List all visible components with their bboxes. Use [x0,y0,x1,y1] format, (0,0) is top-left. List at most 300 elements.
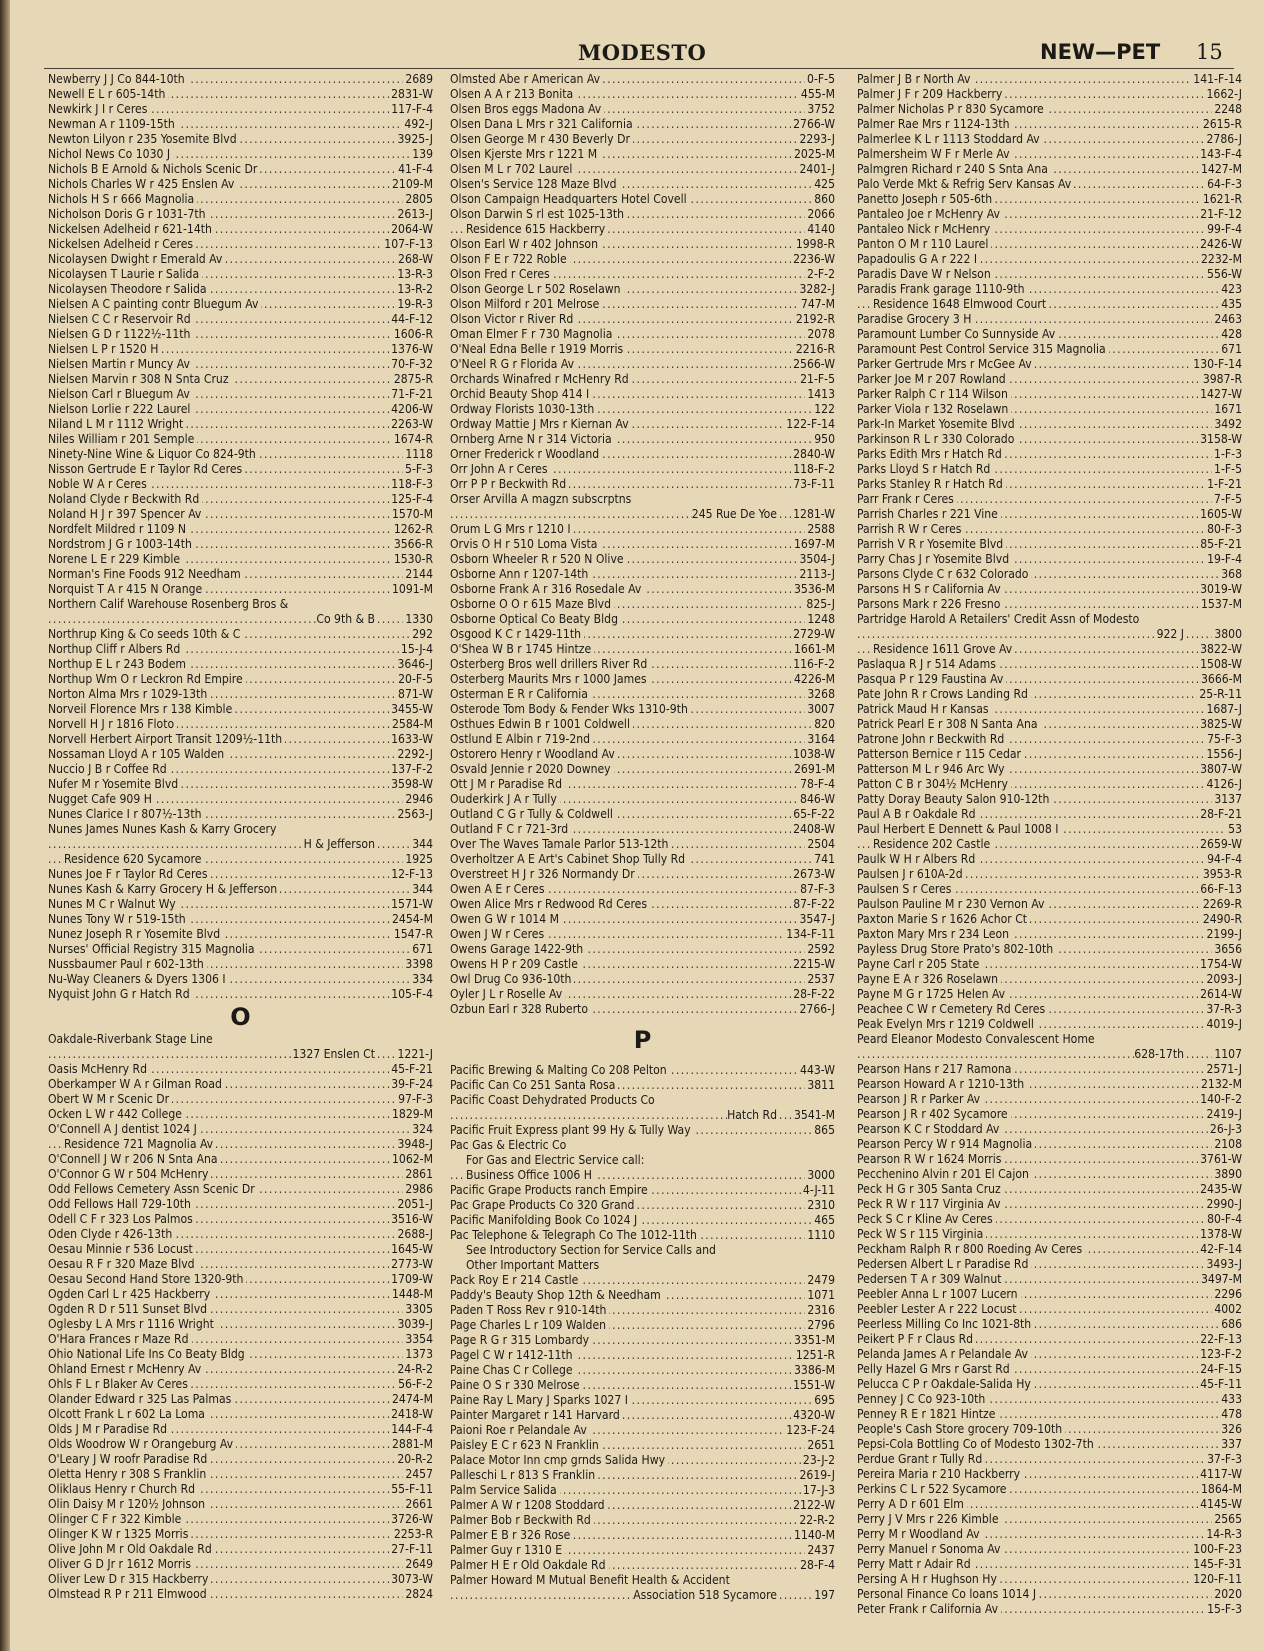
directory-entry [857,252,1242,267]
directory-entry [450,267,835,282]
entry-phone-number: 37-F-3 [1207,1452,1242,1466]
entry-name: . . . Nielsen L P r 1520 H [48,342,161,357]
directory-entry [857,402,1242,417]
entry-name: . . . Page R G r 315 Lombardy [450,1333,592,1348]
entry-phone-number: 3305 [405,1302,433,1316]
directory-entry [857,762,1242,777]
entry-phone-number: 871-W [398,687,433,701]
entry-phone-number: 2786-J [1206,132,1242,146]
entry-phone-number: 2216-R [795,342,835,356]
entry-phone-number: 4140 [807,222,835,236]
directory-entry [857,822,1242,837]
directory-entry [48,252,433,267]
entry-name: . . . Paine Chas C r College [450,1363,576,1378]
directory-entry [857,447,1242,462]
entry-phone-number: 105-F-4 [391,987,433,1001]
directory-entry [48,177,433,192]
entry-name: . . . Pacific Can Co 251 Santa Rosa [450,1078,618,1093]
entry-phone-number: 1621-R [1202,192,1242,206]
entry-name: . . . Parrish Charles r 221 Vine [857,507,1001,522]
entry-name: . . . Palm Service Salida [450,1483,560,1498]
entry-name: . . . Osborne Frank A r 316 Rosedale Av [450,582,644,597]
entry-name: . . . Olds Woodrow W r Orangeburg Av [48,1437,236,1452]
entry-phone-number: 3158-W [1200,432,1242,446]
directory-entry [450,1168,835,1183]
entry-phone-number: 860 [814,192,835,206]
entry-phone-number: 66-F-13 [1200,882,1242,896]
directory-entry [48,117,433,132]
entry-phone-number: 2565 [1214,1512,1242,1526]
entry-name: For Gas and Electric Service call: [466,1153,647,1168]
entry-name: . . . Osterman E R r California [450,687,591,702]
entry-phone-number: 3019-W [1200,582,1242,596]
entry-name: . . . Olson Fred r Ceres [450,267,553,282]
entry-name: . . . Nicolaysen Dwight r Emerald Av [48,252,225,267]
entry-name: Pacific Coast Dehydrated Products Co [450,1093,658,1108]
entry-phone-number: 1038-W [793,747,835,761]
entry-phone-number: 3354 [405,1332,433,1346]
directory-entry [48,732,433,747]
directory-entry [450,1303,835,1318]
directory-entry [48,1197,433,1212]
directory-entry [450,327,835,342]
entry-phone-number: 2875-R [393,372,433,386]
directory-entry [857,432,1242,447]
entry-phone-number: 1671 [1214,402,1242,416]
entry-phone-number: 3536-M [794,582,835,596]
directory-entry [450,747,835,762]
entry-name: . . . Ordway Florists 1030-13th [450,402,597,417]
entry-name: . . . Pedersen T A r 309 Walnut [857,1272,1005,1287]
entry-phone-number: 3164 [807,732,835,746]
directory-entry [857,222,1242,237]
directory-entry [48,387,433,402]
entry-phone-number: 13-R-3 [397,267,433,281]
directory-entry [48,1287,433,1302]
entry-phone-number: 2025-M [794,147,835,161]
entry-name: . . . Newkirk J I r Ceres [48,102,150,117]
entry-name: . . . Pearson J R r 402 Sycamore [857,1107,1011,1122]
directory-entry [48,432,433,447]
entry-phone-number: 139 [412,147,433,161]
directory-entry [450,417,835,432]
entry-phone-number: 20-R-2 [397,1452,433,1466]
entry-name: . . . Residence 620 Sycamore [64,852,204,867]
entry-phone-number: 145-F-31 [1193,1557,1242,1571]
entry-name: . . . Oyler J L r Roselle Av [450,987,565,1002]
entry-phone-number: 2215-W [793,957,835,971]
entry-name: . . . Perry Manuel r Sonoma Av [857,1542,1003,1557]
entry-phone-number: 3073-W [391,1572,433,1586]
directory-entry [450,1093,835,1108]
entry-phone-number: 2113-J [799,567,835,581]
entry-name: . . . Peck H G r 305 Santa Cruz [857,1182,1004,1197]
entry-phone-number: 73-F-11 [793,477,835,491]
entry-phone-number: 94-F-4 [1207,852,1242,866]
entry-phone-number: 2051-J [397,1197,433,1211]
entry-phone-number: 1373 [405,1347,433,1361]
directory-entry [450,447,835,462]
entry-name: . . . Peikert P F r Claus Rd [857,1332,976,1347]
entry-phone-number: 13-R-2 [397,282,433,296]
entry-name: . . . Orner Frederick r Woodland [450,447,602,462]
entry-phone-number: 4126-J [1206,777,1242,791]
directory-entry [48,837,433,852]
directory-entry [450,987,835,1002]
entry-name: . . . Patton C B r 304½ McHenry [857,777,1011,792]
entry-name: . . . Norene L E r 229 Kimble [48,552,183,567]
entry-name: . . . Paradis Dave W r Nelson [857,267,994,282]
entry-phone-number: 2109-M [392,177,433,191]
directory-entry [48,402,433,417]
entry-name: . . . Pantaleo Joe r McHenry Av [857,207,1003,222]
entry-name: . . . Parrish R W r Ceres [857,522,964,537]
entry-name: . . . Penney J C Co 923-10th [857,1392,988,1407]
directory-entry [450,387,835,402]
entry-phone-number: 21-F-5 [800,372,835,386]
entry-phone-number: 3547-J [799,912,835,926]
directory-entry [48,1377,433,1392]
directory-entry [450,822,835,837]
entry-phone-number: 2248 [1214,102,1242,116]
directory-column-middle [450,72,835,1603]
entry-phone-number: 65-F-22 [793,807,835,821]
entry-phone-number: 492-J [404,117,433,131]
entry-phone-number: 1925 [405,852,433,866]
entry-phone-number: 87-F-22 [793,897,835,911]
directory-entry [450,942,835,957]
entry-name: . . . Olmstead R P r 211 Elmwood [48,1587,210,1602]
directory-entry [450,1423,835,1438]
directory-entry [450,1243,835,1258]
entry-name: . . . Parker Ralph C r 114 Wilson [857,387,1011,402]
entry-name: . . . Pearson Hans r 217 Ramona [857,1062,1014,1077]
entry-name: . . . Nielson Carl r Bluegum Av [48,387,193,402]
entry-name: . . . Nyquist John G r Hatch Rd [48,987,193,1002]
entry-name: . . . Norton Alma Mrs r 1029-13th [48,687,210,702]
directory-entry [48,642,433,657]
entry-name: . . . Paul Herbert E Dennett & Paul 1008 I [857,822,1061,837]
entry-name: . . . Pasqua P r 129 Faustina Av [857,672,1006,687]
entry-phone-number: 19-R-3 [397,297,433,311]
entry-name: . . . Nossaman Lloyd A r 105 Walden [48,747,227,762]
entry-phone-number: 24-F-15 [1200,1362,1242,1376]
entry-name: . . . Outland F C r 721-3rd [450,822,571,837]
directory-entry [857,777,1242,792]
entry-phone-number: 2588 [807,522,835,536]
directory-entry [857,1272,1242,1287]
entry-name: . . . Olsen Kjerste Mrs r 1221 M [450,147,600,162]
directory-entry [857,237,1242,252]
entry-name: . . . O'Shea W B r 1745 Hintze [450,642,594,657]
entry-name: . . . Pate John R r Crows Landing Rd [857,687,1031,702]
directory-entry [450,162,835,177]
directory-entry [450,867,835,882]
directory-entry [450,1108,835,1123]
directory-entry [450,432,835,447]
directory-entry [857,417,1242,432]
entry-name: . . . Oliver G D Jr r 1612 Morris [48,1557,194,1572]
entry-phone-number: 1697-M [794,537,835,551]
entry-phone-number: 2093-J [1206,972,1242,986]
entry-name: Nunes James Nunes Kash & Karry Grocery [48,822,279,837]
directory-entry [48,852,433,867]
entry-phone-number: 686 [1221,1317,1242,1331]
entry-phone-number: 3455-W [391,702,433,716]
directory-entry [450,1318,835,1333]
entry-name: . . . Peebler Anna L r 1007 Lucern [857,1287,1021,1302]
entry-phone-number: 197 [814,1588,835,1602]
directory-entry [48,1047,433,1062]
entry-phone-number: 1709-W [391,1272,433,1286]
entry-name: . . . Palmersheim W F r Merle Av [857,147,1013,162]
directory-entry [450,1333,835,1348]
entry-name: . . . Patty Doray Beauty Salon 910-12th [857,792,1052,807]
directory-entry [857,327,1242,342]
entry-name: . . . Nufer M r Yosemite Blvd [48,777,181,792]
entry-phone-number: 75-F-3 [1207,732,1242,746]
directory-entry [48,492,433,507]
directory-entry [857,717,1242,732]
directory-entry [48,687,433,702]
entry-name: . . . Peachee C W r Cemetery Rd Ceres [857,1002,1048,1017]
entry-phone-number: 3807-W [1200,762,1242,776]
entry-phone-number: 1605-W [1200,507,1242,521]
entry-name: . . . Osterode Tom Body & Fender Wks 1310-9th [450,702,691,717]
directory-entry [857,1452,1242,1467]
directory-entry [857,597,1242,612]
directory-entry [857,1437,1242,1452]
directory-entry [857,1197,1242,1212]
entry-name: . . . Palmer Guy r 1310 E [450,1543,565,1558]
directory-entry [48,447,433,462]
entry-name: . . . Pecchenino Alvin r 201 El Cajon [857,1167,1032,1182]
entry-name: . . . Nunes Clarice I r 807½-13th [48,807,205,822]
entry-phone-number: 2946 [405,792,433,806]
entry-name: . . . Paradise Grocery 3 H [857,312,974,327]
entry-name: . . . Parsons Mark r 226 Fresno [857,597,1003,612]
entry-name: . . . Peak Evelyn Mrs r 1219 Coldwell [857,1017,1037,1032]
directory-entry [857,1572,1242,1587]
entry-phone-number: 2463 [1214,312,1242,326]
entry-phone-number: 140-F-2 [1200,1092,1242,1106]
entry-name: . . . Association 518 Sycamore [633,1588,777,1602]
entry-phone-number: 99-F-4 [1207,222,1242,236]
entry-name: . . . Nordfelt Mildred r 1109 N [48,522,189,537]
entry-name: . . . Nickelsen Adelheid r 621-14th [48,222,215,237]
entry-name: . . . Odd Fellows Hall 729-10th [48,1197,194,1212]
entry-name: . . . Parks Stanley R r Hatch Rd [857,477,1006,492]
directory-entry [48,1077,433,1092]
entry-phone-number: 87-F-3 [800,882,835,896]
entry-phone-number: 465 [814,1213,835,1227]
entry-name: . . . Paulson Pauline M r 230 Vernon Av [857,897,1047,912]
entry-name: . . . Osgood K C r 1429-11th [450,627,584,642]
directory-entry [450,702,835,717]
entry-name: . . . Residence 1648 Elmwood Court [873,297,1049,312]
entry-name: . . . Ohland Ernest r McHenry Av [48,1362,204,1377]
directory-entry [857,912,1242,927]
entry-name: . . . Pereira Maria r 210 Hackberry [857,1467,1023,1482]
directory-entry [857,1542,1242,1557]
entry-phone-number: 1427-M [1201,162,1242,176]
entry-phone-number: 2236-W [793,252,835,266]
entry-name: . . . Palmgren Richard r 240 S Snta Ana [857,162,1051,177]
directory-entry [857,867,1242,882]
entry-phone-number: 97-F-3 [398,1092,433,1106]
entry-phone-number: 4206-W [391,402,433,416]
section-spacer [450,1017,835,1025]
entry-name: . . . Osthues Edwin B r 1001 Coldwell [450,717,633,732]
entry-phone-number: 1448-M [392,1287,433,1301]
entry-name: . . . Pac Telephone & Telegraph Co The 1012-11th [450,1228,700,1243]
entry-name: . . . Oliklaus Henry r Church Rd [48,1482,198,1497]
entry-name: . . . Palmer J F r 209 Hackberry [857,87,1005,102]
entry-name: . . . Panetto Joseph r 505-6th [857,192,995,207]
directory-entry [857,1122,1242,1137]
directory-entry [857,1482,1242,1497]
directory-entry [450,1513,835,1528]
entry-name: . . . Olinger K W r 1325 Morris [48,1527,191,1542]
entry-phone-number: 2990-J [1206,1197,1242,1211]
entry-phone-number: 2614-W [1200,987,1242,1001]
entry-phone-number: 14-R-3 [1206,1527,1242,1541]
entry-name: . . . Payne M G r 1725 Helen Av [857,987,1008,1002]
entry-phone-number: 1378-W [1200,1227,1242,1241]
entry-name: . . . Nordstrom J G r 1003-14th [48,537,195,552]
entry-name: . . . Oletta Henry r 308 S Franklin [48,1467,209,1482]
entry-phone-number: 2401-J [799,162,835,176]
directory-entry [450,1348,835,1363]
directory-entry [450,1078,835,1093]
entry-phone-number: 120-F-11 [1193,1572,1242,1586]
directory-entry [450,717,835,732]
entry-name: . . . Osvald Jennie r 2020 Downey [450,762,614,777]
directory-entry [48,522,433,537]
directory-entry [857,1392,1242,1407]
entry-name: . . . Northup Wm O r Leckron Rd Empire [48,672,246,687]
directory-entry [450,927,835,942]
entry-name: . . . Olson Milford r 201 Melrose [450,297,602,312]
entry-name: . . . Olsen Bros eggs Madona Av [450,102,604,117]
directory-entry [450,1393,835,1408]
entry-phone-number: 820 [814,717,835,731]
entry-name: . . . Peebler Lester A r 222 Locust [857,1302,1020,1317]
entry-phone-number: 19-F-4 [1207,552,1242,566]
directory-entry [857,522,1242,537]
entry-name: . . . Panton O M r 110 Laurel [857,237,991,252]
directory-entry [857,1302,1242,1317]
directory-entry [48,1332,433,1347]
directory-entry [450,477,835,492]
entry-name: . . . Olmsted Abe r American Av [450,72,603,87]
directory-entry [48,957,433,972]
directory-entry [857,1047,1242,1062]
entry-phone-number: 70-F-32 [391,357,433,371]
entry-name: . . . Niles William r 201 Semple [48,432,197,447]
entry-name: . . . Pearson J R r Parker Av [857,1092,983,1107]
entry-phone-number: 42-F-14 [1200,1242,1242,1256]
directory-entry [857,1242,1242,1257]
entry-name: . . . Papadoulis G A r 222 I [857,252,980,267]
entry-phone-number: 326 [1221,1422,1242,1436]
entry-phone-number: 2296 [1214,1287,1242,1301]
entry-phone-number: 2192-R [795,312,835,326]
entry-name: . . . Ostlund E Albin r 719-2nd [450,732,593,747]
entry-name: . . . Over The Waves Tamale Parlor 513-12th [450,837,671,852]
directory-entry [48,657,433,672]
entry-name: . . . Osterberg Bros well drillers River Rd [450,657,650,672]
directory-entry [450,582,835,597]
directory-entry [857,117,1242,132]
directory-entry [857,1152,1242,1167]
entry-name: . . . Paddy's Beauty Shop 12th & Needham [450,1288,664,1303]
entry-name: . . . Parker Gertrude Mrs r McGee Av [857,357,1035,372]
entry-phone-number: 21-F-12 [1200,207,1242,221]
entry-name: . . . Pedersen Albert L r Paradise Rd [857,1257,1031,1272]
directory-entry [450,252,835,267]
entry-name: . . . Northup Cliff r Albers Rd [48,642,183,657]
directory-entry [857,387,1242,402]
entry-phone-number: 1-F-5 [1214,462,1242,476]
entry-name: . . . Paul A B r Oakdale Rd [857,807,979,822]
entry-phone-number: 22-R-2 [799,1513,835,1527]
entry-phone-number: 1376-W [391,342,433,356]
directory-entry [48,312,433,327]
directory-entry [48,1152,433,1167]
entry-phone-number: 3000 [807,1168,835,1182]
page-number: 15 [1196,40,1223,64]
entry-phone-number: 3541-M [794,1108,835,1122]
entry-name: . . . Oesau Second Hand Store 1320-9th [48,1272,246,1287]
entry-name: . . . Perdue Grant r Tully Rd [857,1452,985,1467]
entry-name: . . . Palmer H E r Old Oakdale Rd [450,1558,609,1573]
entry-name: . . . Peerless Milling Co Inc 1021-8th [857,1317,1034,1332]
entry-phone-number: 671 [412,942,433,956]
entry-phone-number: 3268 [807,687,835,701]
entry-name: . . . Pagel C W r 1412-11th [450,1348,576,1363]
directory-entry [48,207,433,222]
entry-name: . . . Newton Lilyon r 235 Yosemite Blvd [48,132,240,147]
directory-entry [857,1317,1242,1332]
directory-entry [450,372,835,387]
entry-phone-number: 2861 [405,1167,433,1181]
directory-entry [857,1527,1242,1542]
entry-name: See Introductory Section for Service Calls and [466,1243,719,1258]
entry-name: . . . Noland Clyde r Beckwith Rd [48,492,202,507]
directory-entry [48,1407,433,1422]
entry-name: . . . Pepsi-Cola Bottling Co of Modesto 1302-7th [857,1437,1097,1452]
directory-entry [48,1212,433,1227]
entry-name: . . . Orchards Winafred r McHenry Rd [450,372,632,387]
entry-phone-number: 950 [814,432,835,446]
entry-phone-number: 3656 [1214,942,1242,956]
directory-entry [450,537,835,552]
directory-entry [48,942,433,957]
entry-name: . . . Oesau R F r 320 Maze Blvd [48,1257,198,1272]
entry-phone-number: 1118 [405,447,433,461]
entry-phone-number: 3516-W [391,1212,433,1226]
entry-name: . . . Oman Elmer F r 730 Magnolia [450,327,615,342]
entry-phone-number: 80-F-3 [1207,522,1242,536]
entry-phone-number: 433 [1221,1392,1242,1406]
directory-entry [857,987,1242,1002]
entry-phone-number: 2673-W [793,867,835,881]
directory-entry [48,1572,433,1587]
entry-name: . . . Owen Alice Mrs r Redwood Rd Ceres [450,897,650,912]
entry-name: . . . Oglesby L A Mrs r 1116 Wright [48,1317,217,1332]
entry-phone-number: 3822-W [1200,642,1242,656]
